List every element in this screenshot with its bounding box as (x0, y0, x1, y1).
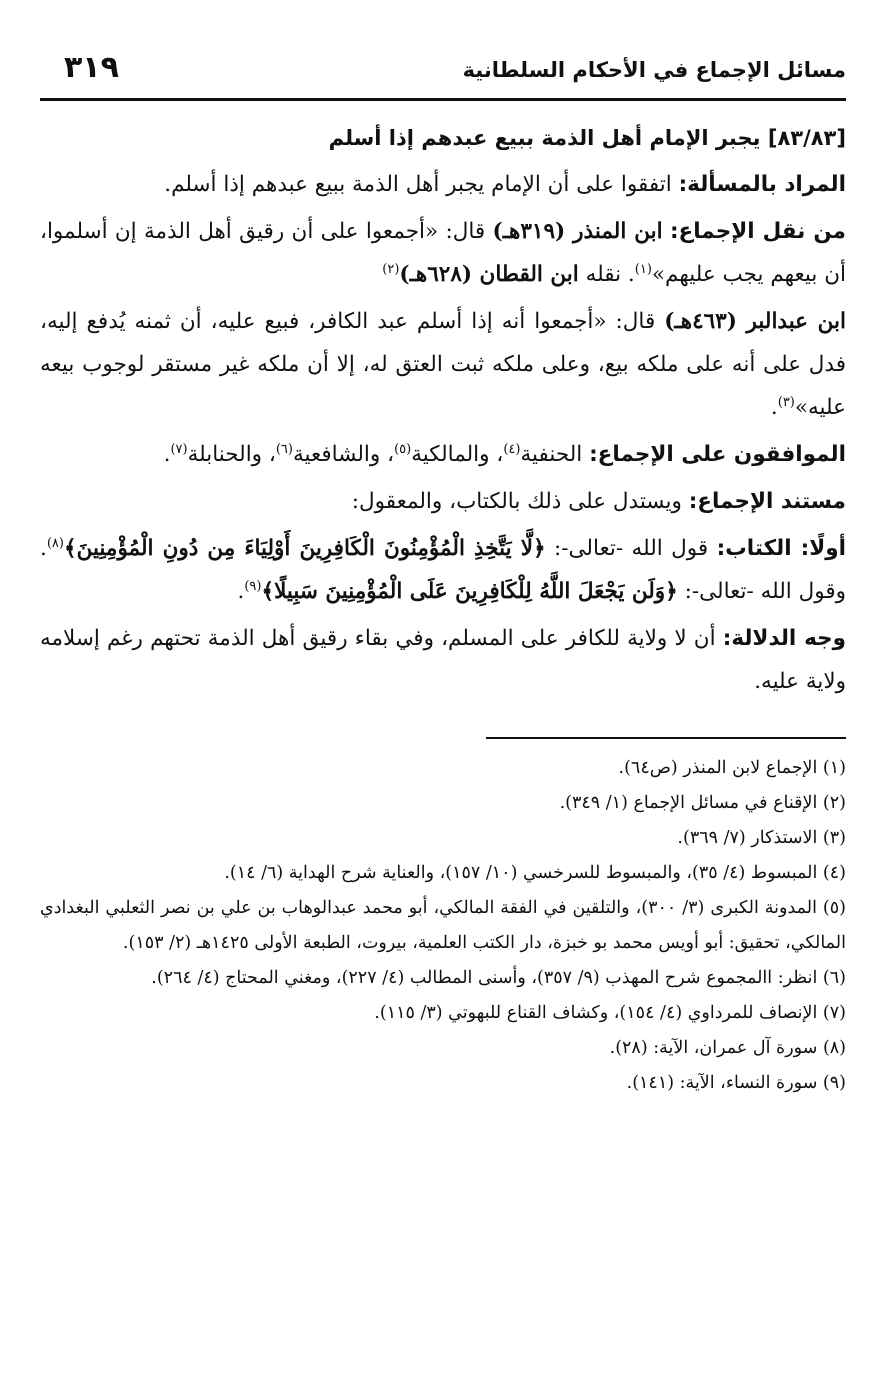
said-label: قال: (445, 219, 486, 244)
footnote-6: (٦) انظر: االمجموع شرح المهذب (٩/ ٣٥٧)، وأسنى المطالب (٤/ ٢٢٧)، ومغني المحتاج (٤/ ٢٦٤). (151, 968, 846, 988)
author-ibn-almundhir: ابن المنذر (٣١٩هـ) (492, 219, 663, 244)
evidence-paragraph (40, 617, 846, 703)
period: . (237, 579, 245, 604)
footnote-ref-4: (٤) (503, 441, 521, 457)
period: . (770, 395, 778, 420)
footnote-4: (٤) المبسوط (٤/ ٣٥)، والمبسوط للسرخسي (١٠/ ١٥٧)، والعناية شرح الهداية (٦/ ١٤). (224, 863, 846, 883)
page-number: ٣١٩ (64, 50, 119, 85)
transmission-paragraph (40, 210, 846, 296)
evidence-text: أن لا ولاية للكافر على المسلم، وفي بقاء رقيق أهل الذمة تحتهم رغم إسلامه ولاية عليه. (40, 626, 846, 694)
verse-intro-2: . وقول الله -تعالى-: (40, 536, 846, 604)
author-ibn-abdulbarr: ابن عبدالبر (٤٦٣هـ) (664, 309, 846, 334)
author-ibn-alqattan: ابن القطان (٦٢٨هـ) (399, 262, 579, 287)
relay-text: . نقله (585, 262, 635, 287)
maliki-text: ، والمالكية (411, 442, 504, 467)
footnote-ref-3: (٣) (777, 394, 795, 410)
ibn-abdulbarr-paragraph (40, 300, 846, 429)
book-paragraph (40, 527, 846, 613)
quran-verse-2: ﴿وَلَن يَجْعَلَ اللَّهُ لِلْكَافِرِينَ عَلَى الْمُؤْمِنِينَ سَبِيلًا﴾ (261, 579, 678, 604)
footnote-ref-8: (٨) (46, 535, 64, 551)
page-header (40, 36, 846, 101)
basis-label: مستند الإجماع: (688, 489, 846, 514)
quote-ibn-almundhir: «أجمعوا على أن رقيق أهل الذمة إن أسلموا، أن بيعهم يجب عليهم» (40, 219, 846, 287)
running-title: مسائل الإجماع في الأحكام السلطانية (462, 58, 846, 82)
hanafi-text: الحنفية (520, 442, 583, 467)
meaning-paragraph (40, 163, 846, 206)
footnote-5: (٥) المدونة الكبرى (٣/ ٣٠٠)، والتلقين في الفقة المالكي، أبو محمد عبدالوهاب بن علي بن نصر الثعلبي البغدادي المالكي، تحقيق: أبو أويس محمد بو خبزة، دار الكتب العلمية، بيروت، الطبعة الأولى ١٤٢٥هـ (٢/ ١٥٣). (40, 898, 846, 953)
basis-text: ويستدل على ذلك بالكتاب، والمعقول: (351, 489, 682, 514)
quote-ibn-abdulbarr: «أجمعوا أنه إذا أسلم عبد الكافر، فبيع عليه، أن ثمنه يُدفع إليه، فدل على أنه على ملكه بيع، وعلى ملكه ثبت العتق له، إلا أن ملكه غير مستقر لوجوب بيعه عليه» (40, 309, 846, 420)
meaning-label: المراد بالمسألة: (678, 172, 846, 197)
footnote-ref-9: (٩) (244, 578, 262, 594)
issue-title: [٨٣/٨٣] يجبر الإمام أهل الذمة ببيع عبدهم إذا أسلم (328, 126, 846, 150)
footnote-8: (٨) سورة آل عمران، الآية: (٢٨). (609, 1038, 846, 1058)
meaning-text: اتفقوا على أن الإمام يجبر أهل الذمة ببيع عبدهم إذا أسلم. (164, 172, 672, 197)
shafii-text: ، والشافعية (292, 442, 395, 467)
book-label: أولًا: الكتاب: (716, 536, 846, 561)
basis-paragraph (40, 480, 846, 523)
said-label: قال: (615, 309, 656, 334)
footnote-9: (٩) سورة النساء، الآية: (١٤١). (626, 1073, 846, 1093)
evidence-label: وجه الدلالة: (722, 626, 846, 651)
footnote-ref-7: (٧) (170, 441, 188, 457)
transmission-label: من نقل الإجماع: (669, 219, 846, 244)
hanbali-text: ، والحنابلة (187, 442, 276, 467)
agreeing-label: الموافقون على الإجماع: (589, 442, 846, 467)
period: . (163, 442, 171, 467)
footnote-ref-1: (١) (634, 261, 652, 277)
agreeing-paragraph (40, 433, 846, 476)
footnote-2: (٢) الإقناع في مسائل الإجماع (١/ ٣٤٩). (559, 793, 846, 813)
footnote-ref-2: (٢) (382, 261, 400, 277)
footnote-ref-5: (٥) (394, 441, 412, 457)
footnote-3: (٣) الاستذكار (٧/ ٣٦٩). (677, 828, 846, 848)
footnote-1: (١) الإجماع لابن المنذر (ص٦٤). (618, 758, 846, 778)
verse-intro-1: قول الله -تعالى-: (553, 536, 709, 561)
footnote-7: (٧) الإنصاف للمرداوي (٤/ ١٥٤)، وكشاف القناع للبهوتي (٣/ ١١٥). (374, 1003, 846, 1023)
footnote-ref-6: (٦) (275, 441, 293, 457)
main-text (40, 117, 846, 703)
footnotes (40, 751, 846, 1101)
book-page (40, 36, 846, 1376)
footnote-separator (486, 737, 846, 739)
quran-verse-1: ﴿لَّا يَتَّخِذِ الْمُؤْمِنُونَ الْكَافِرِينَ أَوْلِيَاءَ مِن دُونِ الْمُؤْمِنِينَ﴾ (63, 536, 546, 561)
